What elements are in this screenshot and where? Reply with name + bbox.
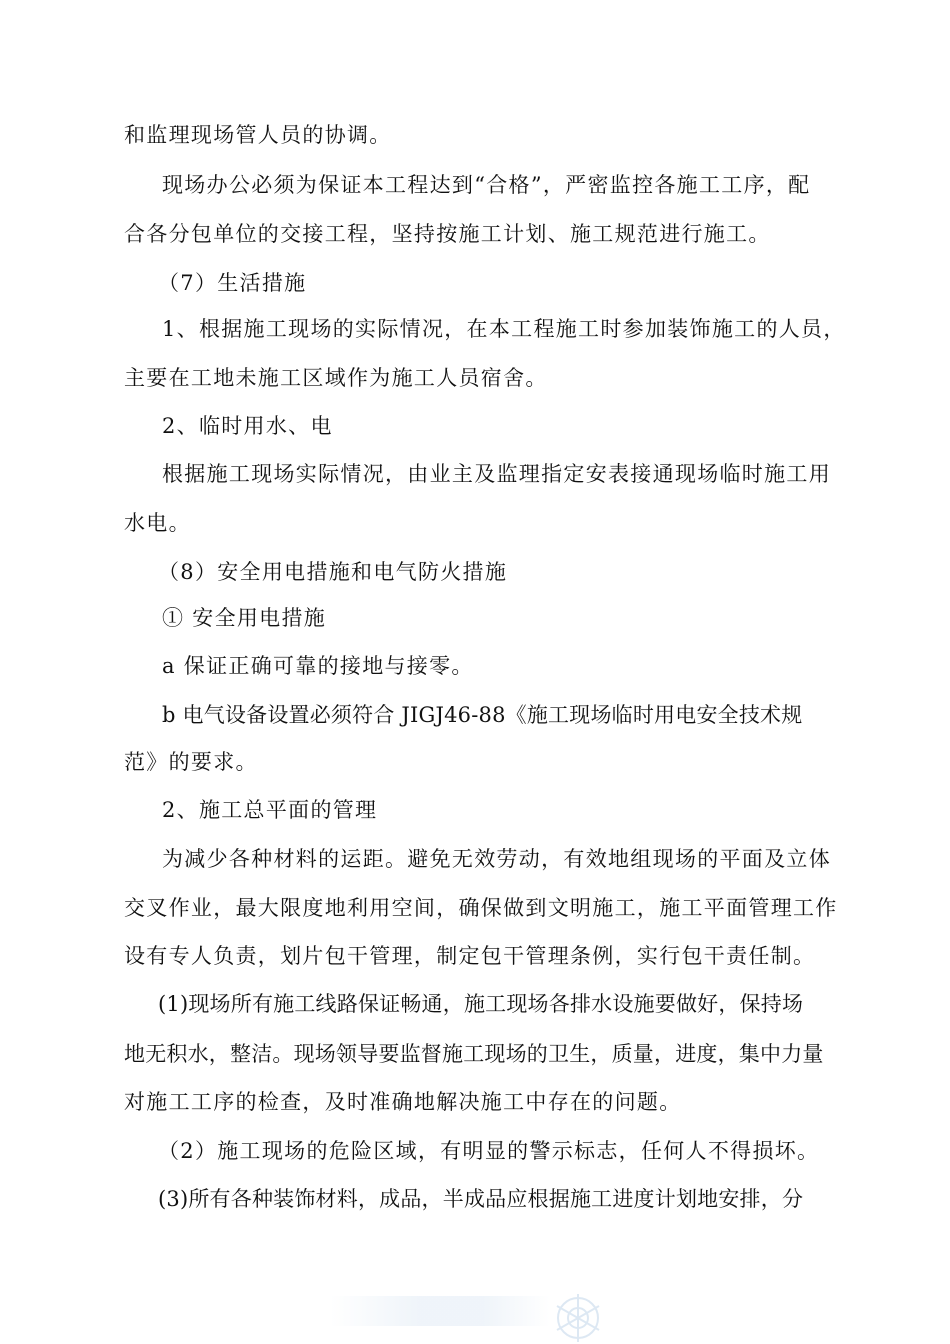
paragraph-line: 对施工工序的检查，及时准确地解决施工中存在的问题。 xyxy=(124,1090,682,1114)
paragraph-line: 现场办公必须为保证本工程达到“合格”，严密监控各施工工序，配 xyxy=(162,173,811,197)
subsection-heading: ① 安全用电措施 xyxy=(162,606,327,630)
section-heading: （7）生活措施 xyxy=(158,271,307,295)
snowflake-logo-icon xyxy=(548,1290,608,1344)
subsection-heading: 2、临时用水、电 xyxy=(162,414,333,438)
list-item: b 电气设备设置必须符合 JIGJ46-88《施工现场临时用电安全技术规 xyxy=(162,703,803,727)
paragraph-line: 交叉作业，最大限度地利用空间，确保做到文明施工，施工平面管理工作 xyxy=(124,896,838,920)
paragraph-line: 根据施工现场实际情况，由业主及监理指定安表接通现场临时施工用 xyxy=(162,462,831,486)
paragraph-line: 范》的要求。 xyxy=(124,750,258,774)
section-heading: （8）安全用电措施和电气防火措施 xyxy=(158,560,508,584)
watermark-band xyxy=(330,1296,550,1326)
paragraph-line: (1)现场所有施工线路保证畅通，施工现场各排水设施要做好，保持场 xyxy=(158,992,804,1016)
paragraph-line: 地无积水，整洁。现场领导要监督施工现场的卫生，质量，进度，集中力量 xyxy=(124,1042,824,1066)
paragraph-line: 设有专人负责，划片包干管理，制定包干管理条例，实行包干责任制。 xyxy=(124,944,816,968)
paragraph-line: 1、根据施工现场的实际情况，在本工程施工时参加装饰施工的人员， xyxy=(162,317,846,341)
section-heading: 2、施工总平面的管理 xyxy=(162,798,378,822)
paragraph-line: 主要在工地未施工区域作为施工人员宿舍。 xyxy=(124,366,548,390)
paragraph-line: 为减少各种材料的运距。避免无效劳动，有效地组现场的平面及立体 xyxy=(162,847,831,871)
paragraph-line: （2）施工现场的危险区域，有明显的警示标志，任何人不得损坏。 xyxy=(158,1139,820,1163)
paragraph-line: (3)所有各种装饰材料，成品，半成品应根据施工进度计划地安排，分 xyxy=(158,1187,804,1211)
paragraph-line: 和监理现场管人员的协调。 xyxy=(124,123,392,147)
paragraph-line: 合各分包单位的交接工程，坚持按施工计划、施工规范进行施工。 xyxy=(124,222,771,246)
list-item: a 保证正确可靠的接地与接零。 xyxy=(162,654,474,678)
paragraph-line: 水电。 xyxy=(124,511,191,535)
